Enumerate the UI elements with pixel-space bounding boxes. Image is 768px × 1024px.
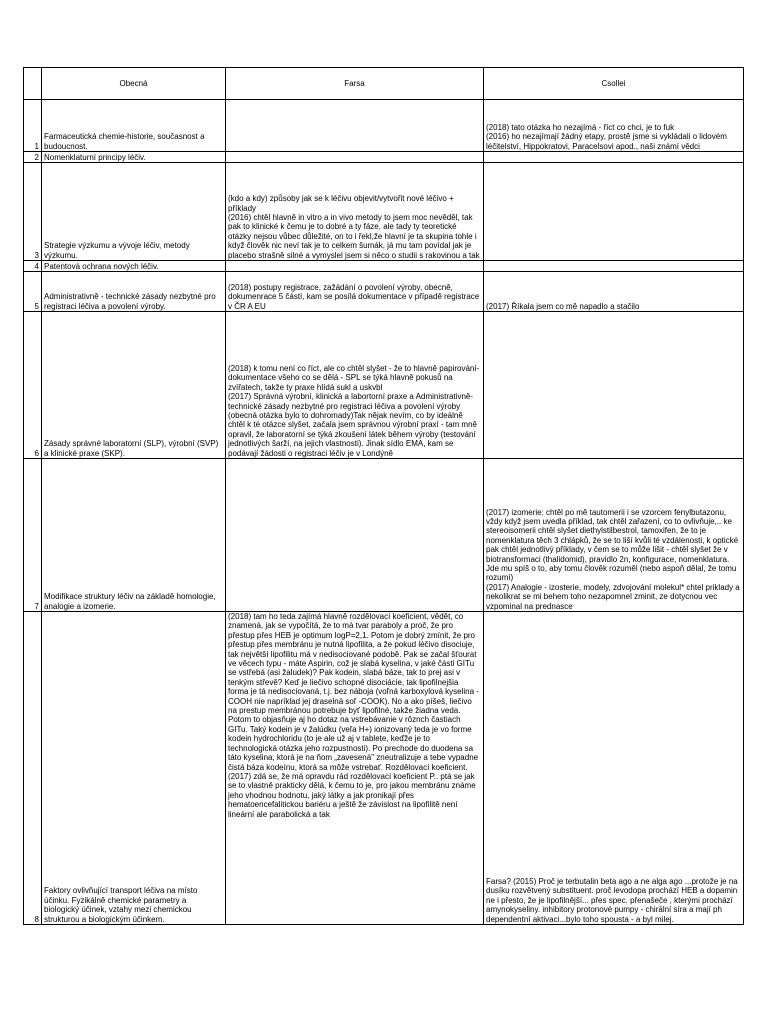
row-number: 7 — [24, 459, 42, 612]
row-number: 2 — [24, 152, 42, 163]
topic-cell: Administrativně - technické zásady nezbytné pro registraci léčiva a povolení výroby. — [42, 272, 226, 312]
row-number: 6 — [24, 312, 42, 459]
row-number: 5 — [24, 272, 42, 312]
table-row — [24, 459, 744, 612]
row-number: 1 — [24, 100, 42, 152]
csollei-cell: (2018) tato otázka ho nezajímá - říct co chci, je to fuk (2016) ho nezajímají žádný etapy, prostě jsme si vykládali o lidovém léčitelství, Hippokratovi, Paracelsovi apod., naši známí vědci — [484, 100, 744, 152]
farsa-cell: (2018) k tomu není co říct, ale co chtěl slyšet - že to hlavně papirování- dokumentace všeho co se dělá - SPL se týká hlavně pokusů na zvířatech, takže ty praxe hlídá sukl a uskvbl (2017) Správná výrobní, klinická a labortorní praxe a Administrativně-technické zásady nezbytné pro registraci léčiva a povolení výroby (obecná otázka bylo to dohromady)Tak nějak nevím, co by ideálně chtěl k té otázce slyšet, začala jsem správnou výrobní praxí - tam mně opravil, že laboratorní se týká zkoušení látek během výroby (testování jednotlivých šarží, na jejich vlastnosti). Jinak sídlo EMA, kam se podávají žádosti o registraci léčiv je v Londýně — [226, 312, 484, 459]
table-row — [24, 163, 744, 261]
farsa-cell — [226, 100, 484, 152]
farsa-cell — [226, 261, 484, 272]
csollei-cell — [484, 152, 744, 163]
csollei-cell — [484, 163, 744, 261]
topic-cell: Strategie výzkumu a vývoje léčiv, metody výzkumu. — [42, 163, 226, 261]
csollei-cell: Farsa? (2015) Proč je terbutalin beta ago a ne alga ago ...protože je na dusíku rozvětvený substituent. proč levodopa prochází HEB a dopamin ne i přesto, že je lipofilnější... přes spec. přenašeče , kterými prochází amynokyseliny. inhibitory protonové pumpy - chirální síra a mají ph dependentní aktivaci...bylo toho spousta - a byl milej. — [484, 612, 744, 925]
csollei-cell — [484, 312, 744, 459]
table-row — [24, 261, 744, 272]
header-number — [24, 68, 42, 100]
csollei-cell — [484, 261, 744, 272]
header-obecna: Obecná — [42, 68, 226, 100]
topic-cell: Zásady správné laboratorní (SLP), výrobní (SVP) a klinické praxe (SKP). — [42, 312, 226, 459]
header-csollei: Csollei — [484, 68, 744, 100]
header-row — [24, 68, 744, 100]
exam-questions-table — [23, 67, 744, 925]
farsa-cell — [226, 152, 484, 163]
farsa-cell: (2018) postupy registrace, zažádání o povolení výroby, obecně, dokumenrace 5 částí, kam se posílá dokumentace v případě registrace v ČR A EU — [226, 272, 484, 312]
row-number: 4 — [24, 261, 42, 272]
farsa-cell — [226, 459, 484, 612]
farsa-cell: (2018) tam ho teda zajímá hlavně rozdělovací koeficient, vědět, co znamená, jak se vypočítá, že to má tvar paraboly a proč, že pro přestup přes HEB je optimum logP=2,1. Potom je dobrý zmínit, že pro přestup přes membránu je nutná lipofilita, a že pokud léčivo disociuje, tak největší lipofilitu má v nedisociované podobě. Pak se začal šťourat ve věcech typu - máte Aspirin, což je slabá kyselina, v jaké části GITu se vstřebá (asi žaludek)? Pak kodein, slabá báze, tak to prej asi v tenkým střevě? Keď je liečivo schopné disociácie, tak lipofilnejšia forma je tá nedisociovaná, t.j. bez náboja (voľná karboxylová kyselina -COOH nie napríklad jej draselná soľ -COOK). No a ako píšeš, liečivo na prestup membránou potrebuje byť lipofilné, takže žiadna veda. Potom to objasňuje aj ho dotaz na vstrebávanie v rôznch častiach GITu. Taký kodein je v žalúdku (veľa H+) ionizovaný teda je vo forme kodein hydrochloridu (to je ale už aj v tablete, keďže je to technologická otázka jeho rozpustnosti). Po prechode do duodena sa táto kyselina, ktorá je na ňom „zavesená" zneutralizuje a tebe vypadne čistá báza kodeínu, ktorá sa môže vstrebať. Rozdělovací koeficient. (2017) zdá se, že má opravdu rád rozdělovací koeficient P.. ptá se jak se to vlastně prakticky dělá, k čemu to je, pro jakou membránu známe jeho vhodnou hodnotu, jaký látky a jak pronikají přes hematoencefalitickou bariéru a ještě že závislost na lipofilitě není lineární ale parabolická a tak — [226, 612, 484, 925]
table-row — [24, 612, 744, 925]
table-row — [24, 272, 744, 312]
table-row — [24, 312, 744, 459]
table-row — [24, 152, 744, 163]
header-farsa: Farsa — [226, 68, 484, 100]
topic-cell: Farmaceutická chemie-historie, současnost a budoucnost. — [42, 100, 226, 152]
csollei-cell: (2017) Říkala jsem co mě napadlo a stačilo — [484, 272, 744, 312]
topic-cell: Patentová ochrana nových léčiv. — [42, 261, 226, 272]
topic-cell: Faktory ovlivňující transport léčiva na místo účinku. Fyzikálně chemické parametry a biologický účinek, vztahy mezi chemickou strukturou a biologickým účinkem. — [42, 612, 226, 925]
farsa-cell: (kdo a kdy) způsoby jak se k léčivu objevit/vytvořit nové léčivo + příklady (2016) chtěl hlavně in vitro a in vivo metody to jsem moc nevěděl, tak pak to klinické k čemu je to dobré a ty fáze, ale tady ty teoretické otázky nejsou vůbec důležité, on to i řekl,že hlavní je ta skupina tohle i když člověk nic neví tak je to celkem šumák, já mu tam povídal jak je placebo strašně silné a vymyslel jsem si něco o studii s rakovinou a tak — [226, 163, 484, 261]
row-number: 3 — [24, 163, 42, 261]
csollei-cell: (2017) izomerie: chtěl po mě tautomerii i se vzorcem fenylbutazonu, vždy když jsem uvedla příklad, tak chtěl zařazení, co to ovlivňuje,.. ke stereoisomerii chtěl slyšet diethylstilbestrol, tamoxifen, že to je nomenklatura těch 3 chlápků, že se to liší kvůli té vzdálenosti, k optické pak chtěl jednotlivý příklady, v čem se to může lišit - chtěl slyšet že v biotransformaci (thalidomid), pravidlo 2n, konfigurace, nomenklatura. Jde mu spíš o to, aby tomu člověk rozuměl (nebo aspoň dělal, že tomu rozumí) (2017) Analogie - izosterie, modely, zdvojování molekul* chtel priklady a nekolikrat se mi behem toho nezapomnel zminit, ze dotycnou vec vzpominal na prednasce — [484, 459, 744, 612]
topic-cell: Nomenklaturní principy léčiv. — [42, 152, 226, 163]
table-row — [24, 100, 744, 152]
row-number: 8 — [24, 612, 42, 925]
topic-cell: Modifikace struktury léčiv na základě homologie, analogie a izomerie. — [42, 459, 226, 612]
